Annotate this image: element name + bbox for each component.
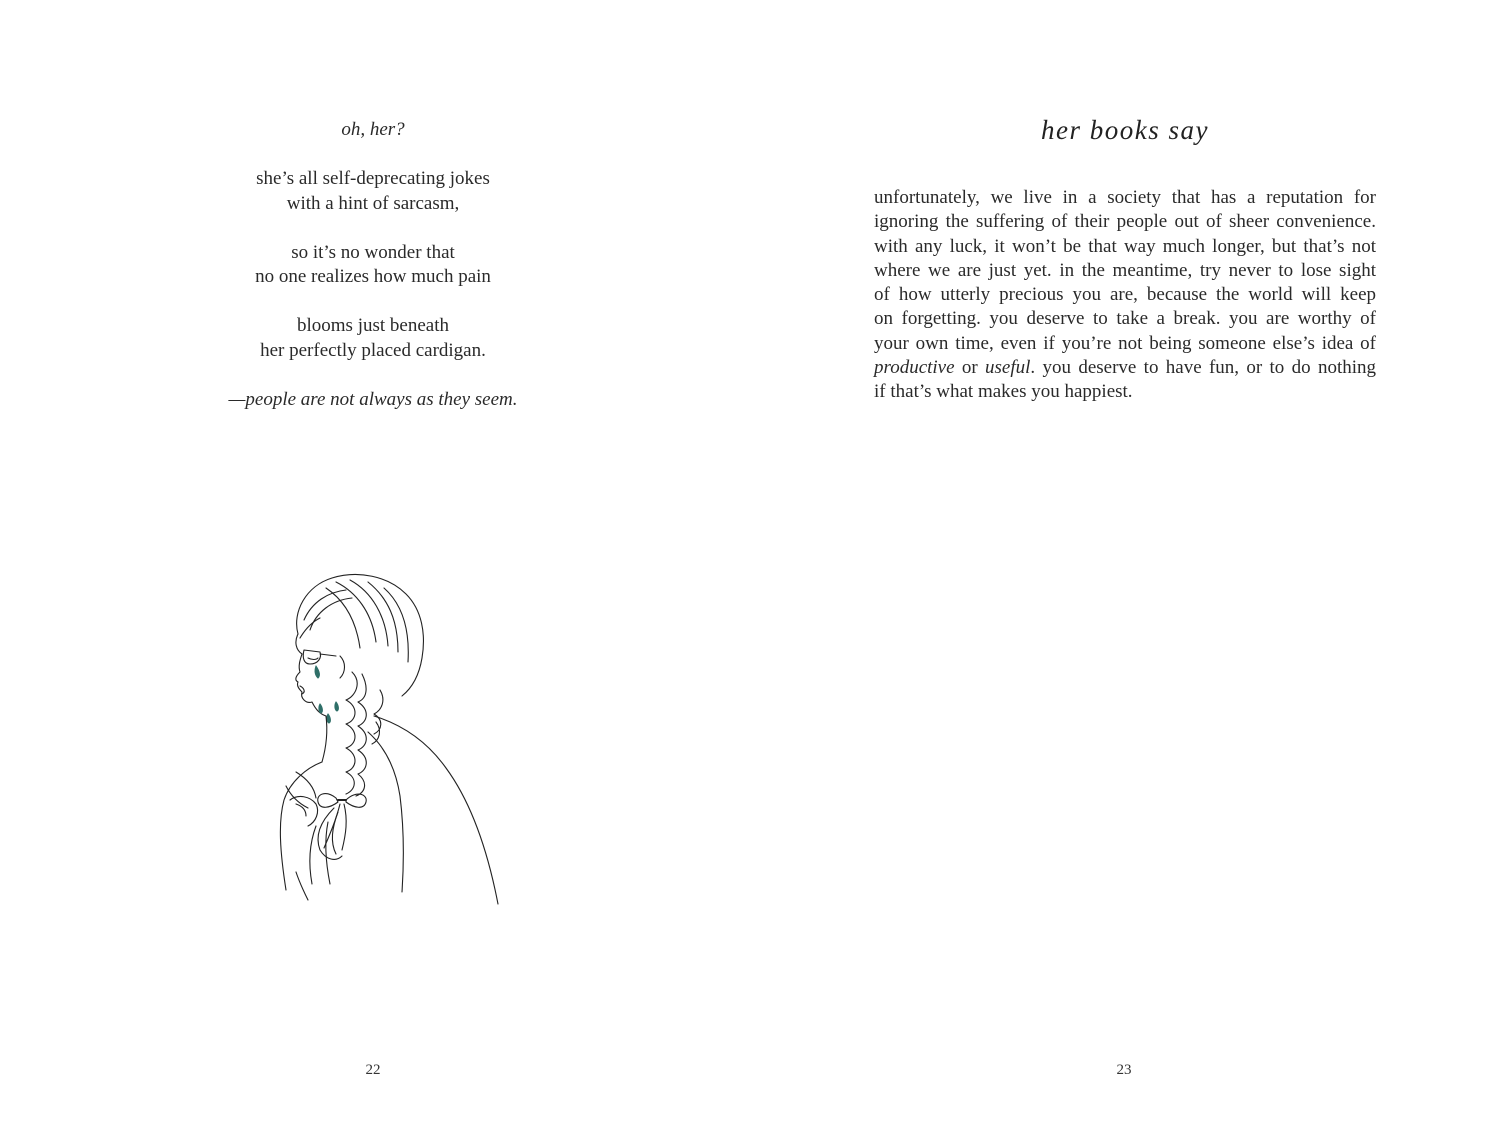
prose-line: unfortunately, we live in a society that has a reputation for [874,187,1376,208]
emphasis-useful: useful [985,357,1031,379]
prose-line: where we are just yet. in the meantime, try never to lose sight [874,259,1376,281]
poem-line: no one realizes how much pain [255,266,491,287]
poem-stanza-1 [173,167,573,216]
prose-line: on forgetting. you deserve to take a break. you are worthy of [874,308,1376,330]
right-page [750,0,1500,1123]
prose-line: your own time, even if you’re not being someone else’s idea of [874,332,1376,354]
poem-stanza-3 [173,314,573,363]
prose-line: with any luck, it won’t be that way much longer, but that’s not [874,235,1376,257]
poem-opening: oh, her? [341,119,405,140]
poem-line: she’s all self-deprecating jokes [256,168,490,189]
prose-line: if that’s what makes you happiest. [874,381,1133,403]
poem-line: with a hint of sarcasm, [286,192,460,214]
page-number: 23 [1116,1062,1132,1078]
emphasis-productive: productive [874,357,955,379]
prose-line: of how utterly precious you are, because the world will keep [874,284,1376,306]
poem [173,118,573,437]
poem-line: so it’s no wonder that [291,241,455,263]
poem-epigraph: —people are not always as they seem. [228,388,518,410]
prose-line-emphasis: productive or useful. you deserve to have fun, or to do nothing [874,357,1377,379]
poem-line: blooms just beneath [297,315,449,336]
poem-stanza-2 [173,241,573,290]
page-number: 22 [365,1062,381,1078]
poem-line: her perfectly placed cardigan. [260,339,486,361]
prose-paragraph [874,186,1376,405]
page-title: her books say [1041,115,1209,145]
prose-line: ignoring the suffering of their people out of sheer convenience. [874,211,1376,233]
girl-with-braid-crying-icon [276,572,502,910]
